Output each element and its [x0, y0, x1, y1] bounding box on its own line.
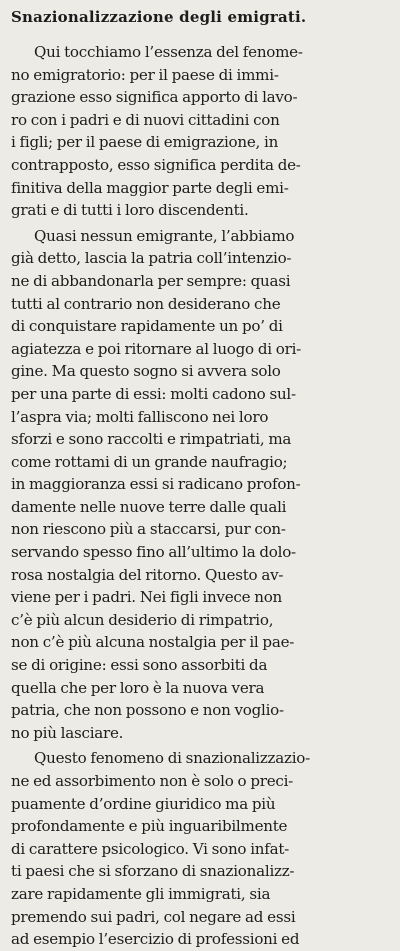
text-line: servando spesso fino all’ultimo la dolo-	[11, 543, 296, 562]
article-title: Snazionalizzazione degli emigrati.	[11, 8, 307, 26]
text-line: non riescono più a staccarsi, pur con-	[11, 520, 286, 539]
text-line: viene per i padri. Nei figli invece non	[11, 588, 282, 607]
text-line: grati e di tutti i loro discendenti.	[11, 201, 249, 220]
text-line: ad esempio l’esercizio di professioni ed	[11, 930, 300, 949]
text-line: se di origine: essi sono assorbiti da	[11, 656, 268, 675]
text-line: patria, che non possono e non voglio-	[11, 701, 284, 720]
text-line: finitiva della maggior parte degli emi-	[11, 178, 289, 197]
text-line: rosa nostalgia del ritorno. Questo av-	[11, 565, 284, 584]
text-line: tutti al contrario non desiderano che	[11, 294, 281, 313]
text-line: no emigratorio: per il paese di immi-	[11, 65, 279, 84]
text-line: gine. Ma questo sogno si avvera solo	[11, 362, 281, 381]
text-line: i figli; per il paese di emigrazione, in	[11, 133, 279, 152]
text-line: l’aspra via; molti falliscono nei loro	[11, 407, 269, 426]
text-line: ti paesi che si sforzano di snazionalizz-	[11, 862, 295, 881]
paragraph-3	[11, 747, 394, 950]
paragraph-2	[11, 225, 394, 745]
text-line: sforzi e sono raccolti e rimpatriati, ma	[11, 430, 292, 449]
article-body	[11, 41, 394, 951]
text-line: profondamente e più inguaribilmente	[11, 817, 288, 836]
text-line: come rottami di un grande naufragio;	[11, 452, 288, 471]
text-line: no più lasciare.	[11, 723, 124, 742]
text-line: già detto, lascia la patria coll’intenzio-	[11, 249, 292, 268]
text-line: quella che per loro è la nuova vera	[11, 678, 265, 697]
text-line: damente nelle nuove terre dalle quali	[11, 497, 287, 516]
text-line: contrapposto, esso significa perdita de-	[11, 155, 301, 174]
text-line: premendo sui padri, col negare ad essi	[11, 907, 296, 926]
text-line: ne di abbandonarla per sempre: quasi	[11, 271, 291, 290]
text-line: ne ed assorbimento non è solo o preci-	[11, 772, 294, 790]
text-line: zare rapidamente gli immigrati, sia	[11, 884, 271, 903]
text-line: di conquistare rapidamente un po’ di	[11, 317, 283, 336]
text-line: Questo fenomeno di snazionalizzazio-	[34, 749, 310, 768]
text-line: puamente d’ordine giuridico ma più	[11, 794, 276, 813]
text-line: per una parte di essi: molti cadono sul-	[11, 384, 296, 403]
paragraph-1	[11, 41, 394, 222]
text-line: di carattere psicologico. Vi sono infat-	[11, 839, 290, 858]
text-line: agiatezza e poi ritornare al luogo di ori-	[11, 339, 301, 358]
text-line: in maggioranza essi si radicano profon-	[11, 475, 301, 494]
text-line: ro con i padri e di nuovi cittadini con	[11, 110, 280, 129]
text-line: non c’è più alcuna nostalgia per il pae-	[11, 633, 295, 652]
text-line: Qui tocchiamo l’essenza del fenome-	[34, 43, 303, 61]
text-line: c’è più alcun desiderio di rimpatrio,	[11, 610, 274, 629]
text-line: Quasi nessun emigrante, l’abbiamo	[34, 226, 295, 245]
text-line: grazione esso significa apporto di lavo-	[11, 88, 298, 107]
